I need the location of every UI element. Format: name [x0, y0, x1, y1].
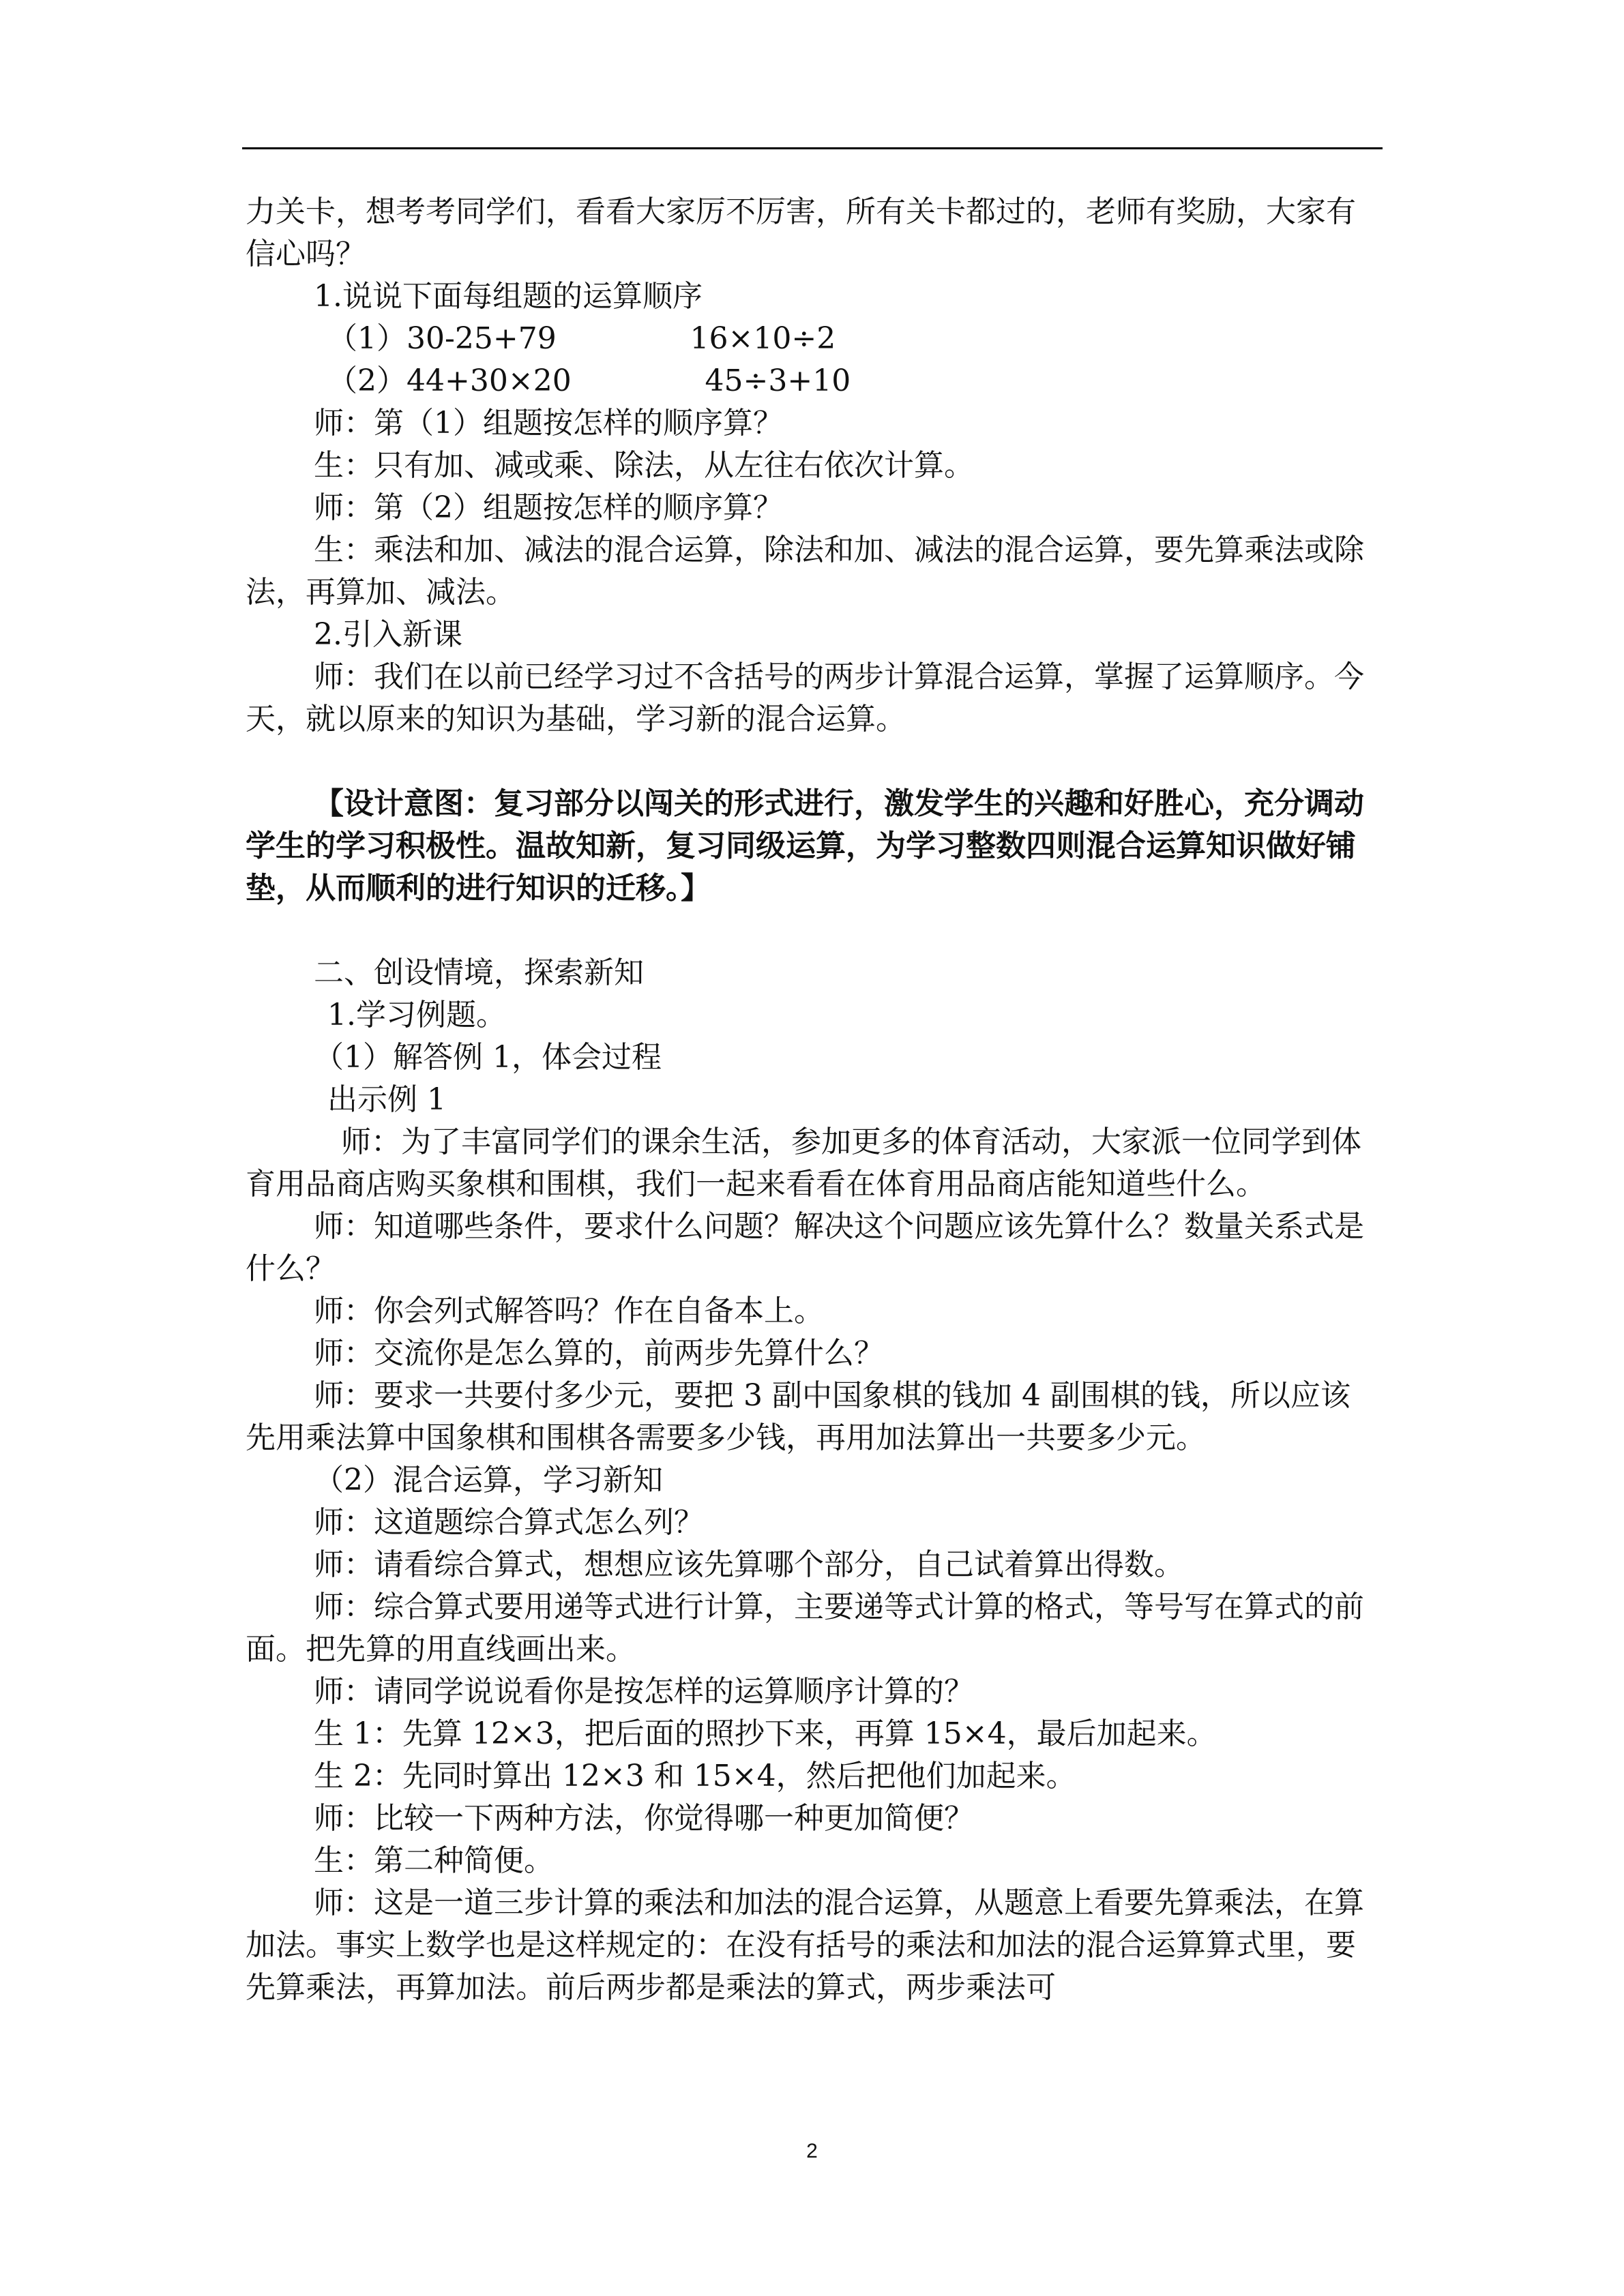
paragraph: （1）30-25+79 16×10÷2 — [327, 321, 836, 356]
paragraph: 1.学习例题。 — [327, 998, 506, 1032]
paragraph: 生：只有加、减或乘、除法，从左往右依次计算。 — [314, 448, 974, 483]
paragraph: 师：要求一共要付多少元，要把 3 副中国象棋的钱加 4 副围棋的钱，所以应该先用乘法算中国象棋和围棋各需要多少钱，再用加法算出一共要多少元。 — [246, 1378, 1350, 1455]
paragraph: 师：比较一下两种方法，你觉得哪一种更加简便？ — [314, 1801, 974, 1836]
paragraph: 师：第（2）组题按怎样的顺序算？ — [314, 490, 783, 525]
paragraph: 师：我们在以前已经学习过不含括号的两步计算混合运算，掌握了运算顺序。今天，就以原来的知识为基础，学习新的混合运算。 — [246, 659, 1364, 736]
paragraph: 师：交流你是怎么算的，前两步先算什么？ — [314, 1336, 884, 1371]
paragraph: 力关卡，想考考同学们，看看大家厉不厉害，所有关卡都过的，老师有奖励，大家有信心吗？ — [246, 194, 1356, 271]
paragraph: 出示例 1 — [327, 1082, 446, 1117]
paragraph: 生：乘法和加、减法的混合运算，除法和加、减法的混合运算，要先算乘法或除法，再算加、减法。 — [246, 533, 1364, 610]
paragraph: 师：请看综合算式，想想应该先算哪个部分，自己试着算出得数。 — [314, 1547, 1184, 1582]
page-number: 2 — [806, 2140, 818, 2162]
paragraph: 生 1：先算 12×3，把后面的照抄下来，再算 15×4，最后加起来。 — [314, 1716, 1217, 1751]
paragraph: 师：知道哪些条件，要求什么问题？解决这个问题应该先算什么？数量关系式是什么？ — [246, 1209, 1364, 1286]
paragraph: 师：第（1）组题按怎样的顺序算？ — [314, 406, 783, 441]
page-body — [246, 191, 1364, 2009]
paragraph: 师：请同学说说看你是按怎样的运算顺序计算的？ — [314, 1674, 974, 1709]
design-intent-note: 【设计意图：复习部分以闯关的形式进行，激发学生的兴趣和好胜心，充分调动学生的学习积极性。温故知新，复习同级运算，为学习整数四则混合运算知识做好铺垫，从而顺利的进行知识的迁移。】 — [246, 786, 1364, 906]
paragraph: 师：你会列式解答吗？作在自备本上。 — [314, 1294, 824, 1328]
paragraph: （1）解答例 1，体会过程 — [314, 1040, 662, 1075]
paragraph: 师：为了丰富同学们的课余生活，参加更多的体育活动，大家派一位同学到体育用品商店购买象棋和围棋，我们一起来看看在体育用品商店能知道些什么。 — [246, 1124, 1361, 1202]
paragraph: 1.说说下面每组题的运算顺序 — [314, 279, 703, 314]
paragraph: 生 2：先同时算出 12×3 和 15×4，然后把他们加起来。 — [314, 1759, 1076, 1793]
section-heading: 二、创设情境，探索新知 — [314, 955, 644, 990]
header-rule — [242, 147, 1383, 149]
paragraph: （2）混合运算，学习新知 — [314, 1463, 663, 1497]
spacer — [246, 741, 1364, 783]
paragraph: 师：这是一道三步计算的乘法和加法的混合运算，从题意上看要先算乘法，在算加法。事实上数学也是这样规定的：在没有括号的乘法和加法的混合运算算式里，要先算乘法，再算加法。前后两步都是乘法的算式，两步乘法可 — [246, 1885, 1364, 2005]
paragraph: 师：综合算式要用递等式进行计算，主要递等式计算的格式，等号写在算式的前面。把先算的用直线画出来。 — [246, 1590, 1364, 1667]
paragraph: （2）44+30×20 45÷3+10 — [327, 363, 851, 398]
paragraph: 师：这道题综合算式怎么列？ — [314, 1505, 704, 1540]
paragraph: 2.引入新课 — [314, 617, 462, 652]
paragraph: 生：第二种简便。 — [314, 1843, 554, 1878]
spacer — [246, 910, 1364, 952]
